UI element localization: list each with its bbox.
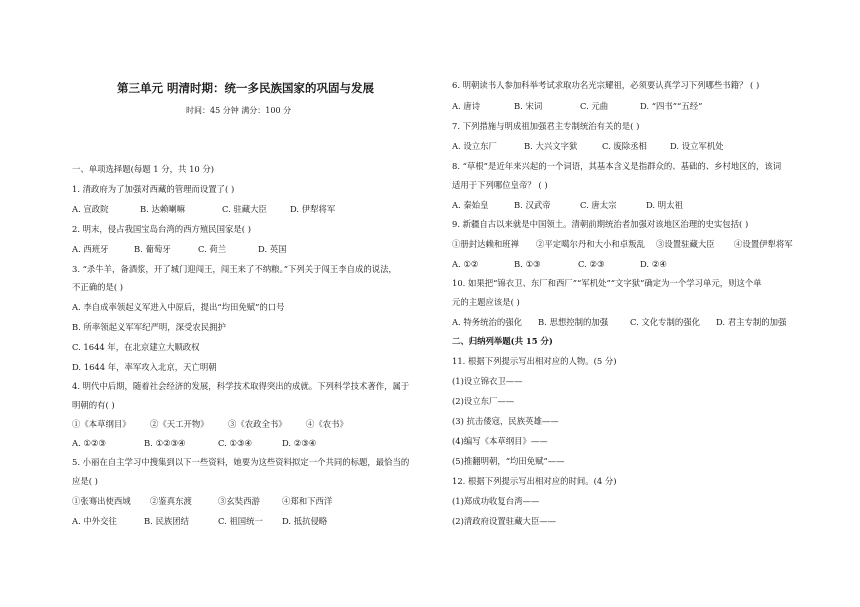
option-item: ①《本草纲目》 [72, 419, 131, 429]
text-line: (3) 抗击倭寇，民族英雄—— [452, 416, 559, 426]
text-line: 7. 下列措施与明成祖加强君主专制统治有关的是( ) [452, 121, 640, 131]
option-item: D. 英国 [258, 244, 287, 254]
text-line: 适用于下列哪位皇帝？ ( ) [452, 180, 548, 190]
text-line: 12. 根据下列提示写出相对应的时间。(4 分) [452, 476, 617, 486]
option-item: A. ①②③ [72, 438, 106, 448]
option-item: D. 明太祖 [646, 200, 683, 210]
option-item: ③《农政全书》 [228, 419, 287, 429]
text-line: D. 1644 年，率军攻入北京，天亡明朝 [72, 362, 217, 372]
option-item: ②鉴真东渡 [150, 496, 192, 506]
option-item: A. 特务统治的强化 [452, 317, 522, 327]
option-item: ②《天工开物》 [150, 419, 209, 429]
option-item: A. 西班牙 [72, 244, 109, 254]
option-item: C. 唐太宗 [580, 200, 617, 210]
option-item: ③设置驻藏大臣 [656, 239, 715, 249]
text-line: 元的主题应该是( ) [452, 297, 520, 307]
text-line: (4)编写《本草纲目》—— [452, 436, 548, 446]
option-item: A. 中外交往 [72, 516, 117, 526]
option-item: C. ①③④ [218, 438, 252, 448]
option-item: B. 达赖喇嘛 [140, 204, 185, 214]
option-item: ④设置伊犁将军 [734, 239, 793, 249]
text-line: 二、归纳列举题(共 15 分) [452, 336, 553, 346]
option-item: D. 设立军机处 [670, 141, 724, 151]
option-item: ①张骞出使西域 [72, 496, 131, 506]
option-item: D. 伊犁将军 [290, 204, 336, 214]
option-item: B. 宋词 [514, 101, 543, 111]
option-item: B. 大兴文字狱 [524, 141, 578, 151]
option-item: A. 秦始皇 [452, 200, 489, 210]
text-line: B. 所率领起义军军纪严明，深受农民拥护 [72, 322, 226, 332]
text-line: (1)设立锦衣卫—— [452, 376, 523, 386]
option-item: A. 唐诗 [452, 101, 481, 111]
text-line: 11. 根据下列提示写出相对应的人物。(5 分) [452, 356, 617, 366]
text-line: 1. 清政府为了加强对西藏的管理而设置了( ) [72, 184, 235, 194]
option-item: C. 驻藏大臣 [222, 204, 267, 214]
text-line: 明朝的有( ) [72, 400, 115, 410]
text-line: 8. “草根”是近年来兴起的一个词语，其基本含义是指群众的、基础的、乡村地区的，该词 [452, 161, 782, 171]
text-line: 2. 明末，侵占我国宝岛台湾的西方殖民国家是( ) [72, 224, 251, 234]
text-line: 6. 明朝读书人参加科举考试求取功名光宗耀祖，必须要认真学习下列哪些书籍？ ( ) [452, 80, 760, 90]
option-item: C. 文化专制的强化 [630, 317, 701, 327]
option-item: ④郑和下西洋 [282, 496, 333, 506]
page-title: 第三单元 明清时期：统一多民族国家的巩固与发展 [117, 81, 375, 95]
option-item: D. 君主专制的加强 [716, 317, 787, 327]
option-item: ③玄奘西游 [218, 496, 260, 506]
text-line: (1)郑成功收复台湾—— [452, 496, 540, 506]
option-item: C. 荷兰 [198, 244, 227, 254]
option-item: B. ①③ [514, 259, 541, 269]
text-line: 应是( ) [72, 476, 98, 486]
option-item: B. 汉武帝 [514, 200, 551, 210]
option-item: C. 元曲 [580, 101, 609, 111]
option-item: ④《农书》 [306, 419, 348, 429]
text-line: C. 1644 年，在北京建立大顺政权 [72, 342, 200, 352]
option-item: C. 废除丞相 [602, 141, 647, 151]
option-item: B. 思想控制的加强 [538, 317, 609, 327]
option-item: A. 设立东厂 [452, 141, 497, 151]
option-item: C. 祖国统一 [218, 516, 263, 526]
option-item: B. 葡萄牙 [134, 244, 171, 254]
text-line: 4. 明代中后期，随着社会经济的发展，科学技术取得突出的成就。下列科学技术著作，属于 [72, 381, 410, 391]
option-item: D. 抵抗侵略 [282, 516, 328, 526]
text-line: (2)设立东厂—— [452, 396, 515, 406]
text-line: (2)清政府设置驻藏大臣—— [452, 516, 556, 526]
option-item: D. ②④ [640, 259, 667, 269]
text-line: 不正确的是( ) [72, 282, 124, 292]
text-line: 10. 如果把“锦衣卫、东厂和西厂”“军机处”“文字狱”确定为一个学习单元，则这个单 [452, 278, 762, 288]
text-line: 3. “杀牛羊，备酒浆，开了城门迎闯王，闯王来了不纳粮。”下列关于闯王李自成的说法， [72, 264, 397, 274]
option-item: D. ②③④ [282, 438, 317, 448]
option-item: B. 民族团结 [144, 516, 189, 526]
option-item: A. ①② [452, 259, 479, 269]
exam-meta: 时间：45 分钟 满分：100 分 [186, 106, 292, 115]
text-line: A. 李自成率领起义军进入中原后，提出“均田免赋”的口号 [72, 302, 285, 312]
option-item: B. ①②③④ [144, 438, 186, 448]
text-line: (5)推翻明朝，“均田免赋”—— [452, 456, 565, 466]
option-item: ①册封达赖和班禅 [452, 239, 519, 249]
option-item: D. “四书”“五经” [640, 101, 703, 111]
text-line: 9. 新疆自古以来就是中国领土。清朝前期统治者加强对该地区治理的史实包括( ) [452, 219, 749, 229]
text-line: 5. 小丽在自主学习中搜集到以下一些资料，她要为这些资料拟定一个共同的标题，最恰当的 [72, 457, 410, 467]
option-item: C. ②③ [578, 259, 605, 269]
option-item: ②平定噶尔丹和大小和卓叛乱 [536, 239, 645, 249]
text-line: 一、单项选择题(每题 1 分，共 10 分) [72, 164, 215, 174]
option-item: A. 宣政院 [72, 204, 109, 214]
